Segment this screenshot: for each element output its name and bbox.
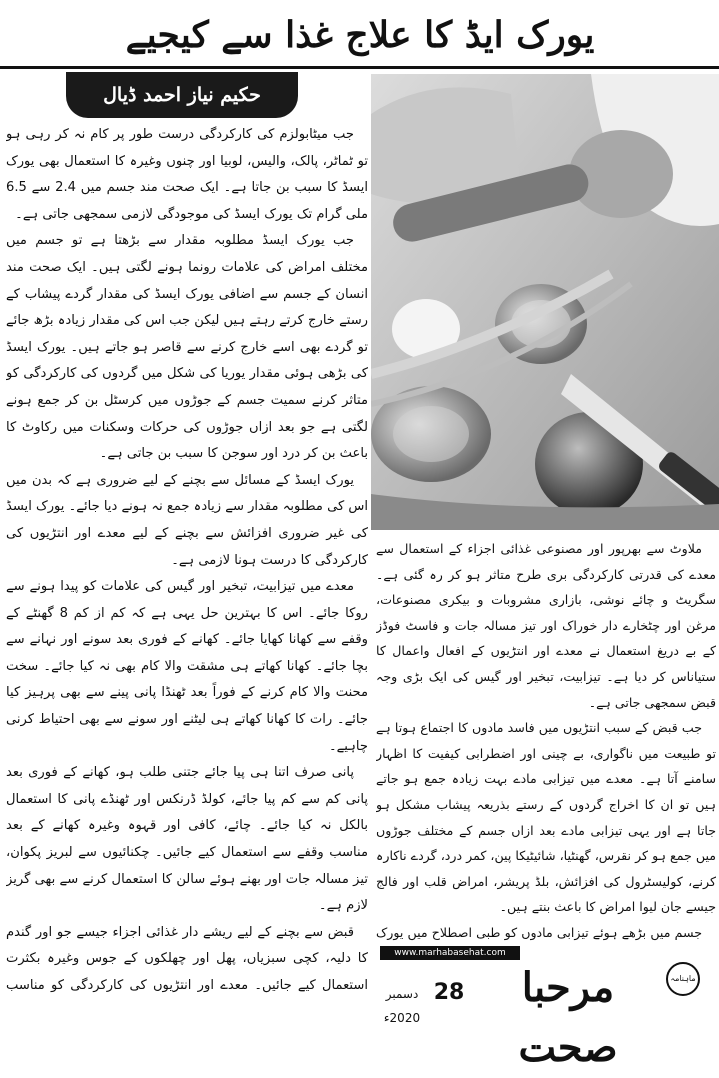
issue-date: دسمبر 2020ء xyxy=(383,987,421,1025)
magazine-prefix: ماہنامہ xyxy=(666,962,700,996)
vegetables-photo xyxy=(371,74,719,530)
paragraph: یورک ایسڈ کے مسائل سے بچنے کے لیے ضروری ہے کہ بدن میں اس کی مطلوبہ مقدار سے زیادہ جمع نہ ہونے دیا جائے۔ یورک ایسڈ کی غیر ضروری افزائش سے بچنے کے لیے معدے اور انتڑیوں کی کارکردگی کا درست ہونا لازمی ہے۔ xyxy=(6,472,368,568)
magazine-logo: مرحبا صحت xyxy=(518,964,618,1071)
paragraph: جب یورک ایسڈ مطلوبہ مقدار سے بڑھتا ہے تو جسم میں مختلف امراض کی علامات رونما ہونے لگتی ہیں۔ ایک صحت مند انسان کے جسم سے اضافی یورک ایسڈ کی مقدار گردے پیشاب کے رستے خارج کرتے رہتے ہیں لیکن جب اس کی مقدار زیادہ بڑھ جائے تو گردے بھی اسے خارج کرنے سے قاصر ہو جاتے ہیں۔ یورک ایسڈ کی بڑھی ہوئی مقدار یوریا کی شکل میں گردوں کی کارکردگی کو متاثر کرنے سمیت جسم کے جوڑوں میں کرسٹل بن کر جمع ہونے لگتی ہے جو بعد ازاں جوڑوں کی حرکات وسکنات میں رکاوٹ کا باعث بن کر درد اور سوجن کا سبب بن جاتی ہے۔ xyxy=(6,233,368,462)
paragraph: جب میٹابولزم کی کارکردگی درست طور پر کام نہ کر رہی ہو تو ٹماٹر، پالک، والیس، لوبیا اور چنوں وغیرہ کا استعمال بھی یورک ایسڈ کا سبب بن جاتا ہے۔ ایک صحت مند جسم میں 2.4 سے 6.5 ملی گرام تک یورک ایسڈ کی موجودگی لازمی سمجھی جاتی ہے۔ xyxy=(6,127,368,222)
page-number: 28 xyxy=(433,980,465,1005)
article-title: یورک ایڈ کا علاج غذا سے کیجیے xyxy=(125,14,595,56)
paragraph: جسم میں بڑھے ہوئے تیزابی مادوں کو طبی اصطلاح میں یورک xyxy=(376,924,702,940)
paragraph: پانی صرف اتنا ہی پیا جائے جتنی طلب ہو، کھانے کے فوری بعد پانی کم سے کم پیا جائے، کولڈ ڈرنکس اور ٹھنڈے پانی کا استعمال بالکل نہ کیا جائے۔ چائے، کافی اور قہوہ وغیرہ کھانے کے بعد مناسب وقفے سے استعمال کیے جائیں۔ چکنائیوں سے لبریز پکوان، تیز مسالہ جات اور بھنے ہوئے سالن کا استعمال کرنے سے بھی گریز لازم ہے۔ xyxy=(6,765,368,914)
paragraph: معدے میں تیزابیت، تبخیر اور گیس کی علامات کو پیدا ہونے سے روکا جائے۔ اس کا بہترین حل یہی ہے کہ کم از کم 8 گھنٹے کے وقفے سے کھانا کھایا جائے۔ کھانے کے فوری بعد سونے اور نہانے سے بچا جائے۔ کھانا کھاتے ہی مشقت والا کام بھی نہ کیا جائے۔ سخت محنت والا کام کرنے کے فوراً بعد ٹھنڈا پانی پینے سے بھی پرہیز کیا جائے۔ رات کا کھانا کھاتے ہی لیٹنے اور سونے سے بھی احتیاط کرنی چاہیے۔ xyxy=(6,579,368,754)
title-divider xyxy=(0,66,719,69)
paragraph: جب قبض کے سبب انتڑیوں میں فاسد مادوں کا اجتماع ہوتا ہے تو طبیعت میں ناگواری، بے چینی اور اضطرابی کیفیت کا اظہار سامنے آتا ہے۔ معدے میں تیزابی مادے بہت زیادہ جمع ہو جاتے ہیں تو ان کا اخراج گردوں کے رستے بذریعہ پیشاب مشکل ہو جاتا ہے اور یہی تیزابی مادے بعد ازاں جسم کے مختلف جوڑوں میں جمع ہو کر نقرس، گھنٹیا، شائیٹیکا پین، کمر درد، گردے ناکارہ کرنے، کولیسٹرول کی افزائش، بلڈ پریشر، امراض قلب اور فالج جیسے جان لیوا امراض کا باعث بنتے ہیں۔ xyxy=(376,720,716,915)
paragraph: قبض سے بچنے کے لیے ریشے دار غذائی اجزاء جیسے جو اور گندم کا دلیہ، کچی سبزیاں، پھل اور چھلکوں کے جوس وغیرہ بکثرت استعمال کیے جائیں۔ معدے اور انتڑیوں کی کارکردگی کو مناسب xyxy=(6,924,368,993)
paragraph: ملاوٹ سے بھرپور اور مصنوعی غذائی اجزاء کے استعمال سے معدے کی قدرتی کارکردگی بری طرح متاثر ہو کر رہ گئی ہے۔ سگریٹ و چائے نوشی، بازاری مشروبات و بیکری مصنوعات، مرغن اور چٹخارے دار خوراک اور تیز مسالہ جات و فاسٹ فوڈز کے بے دریغ استعمال نے معدے اور انتڑیوں کے افعال واعمال کا ستیاناس کر دیا ہے۔ تیزابیت، تبخیر اور گیس کی ایک بڑی وجہ قبض سمجھی جاتی ہے۔ xyxy=(376,541,716,710)
right-text-column xyxy=(376,536,716,946)
website-url: www.marhabasehat.com xyxy=(380,946,520,960)
author-byline: حکیم نیاز احمد ڈیال xyxy=(66,72,298,118)
left-text-column xyxy=(6,122,368,1002)
